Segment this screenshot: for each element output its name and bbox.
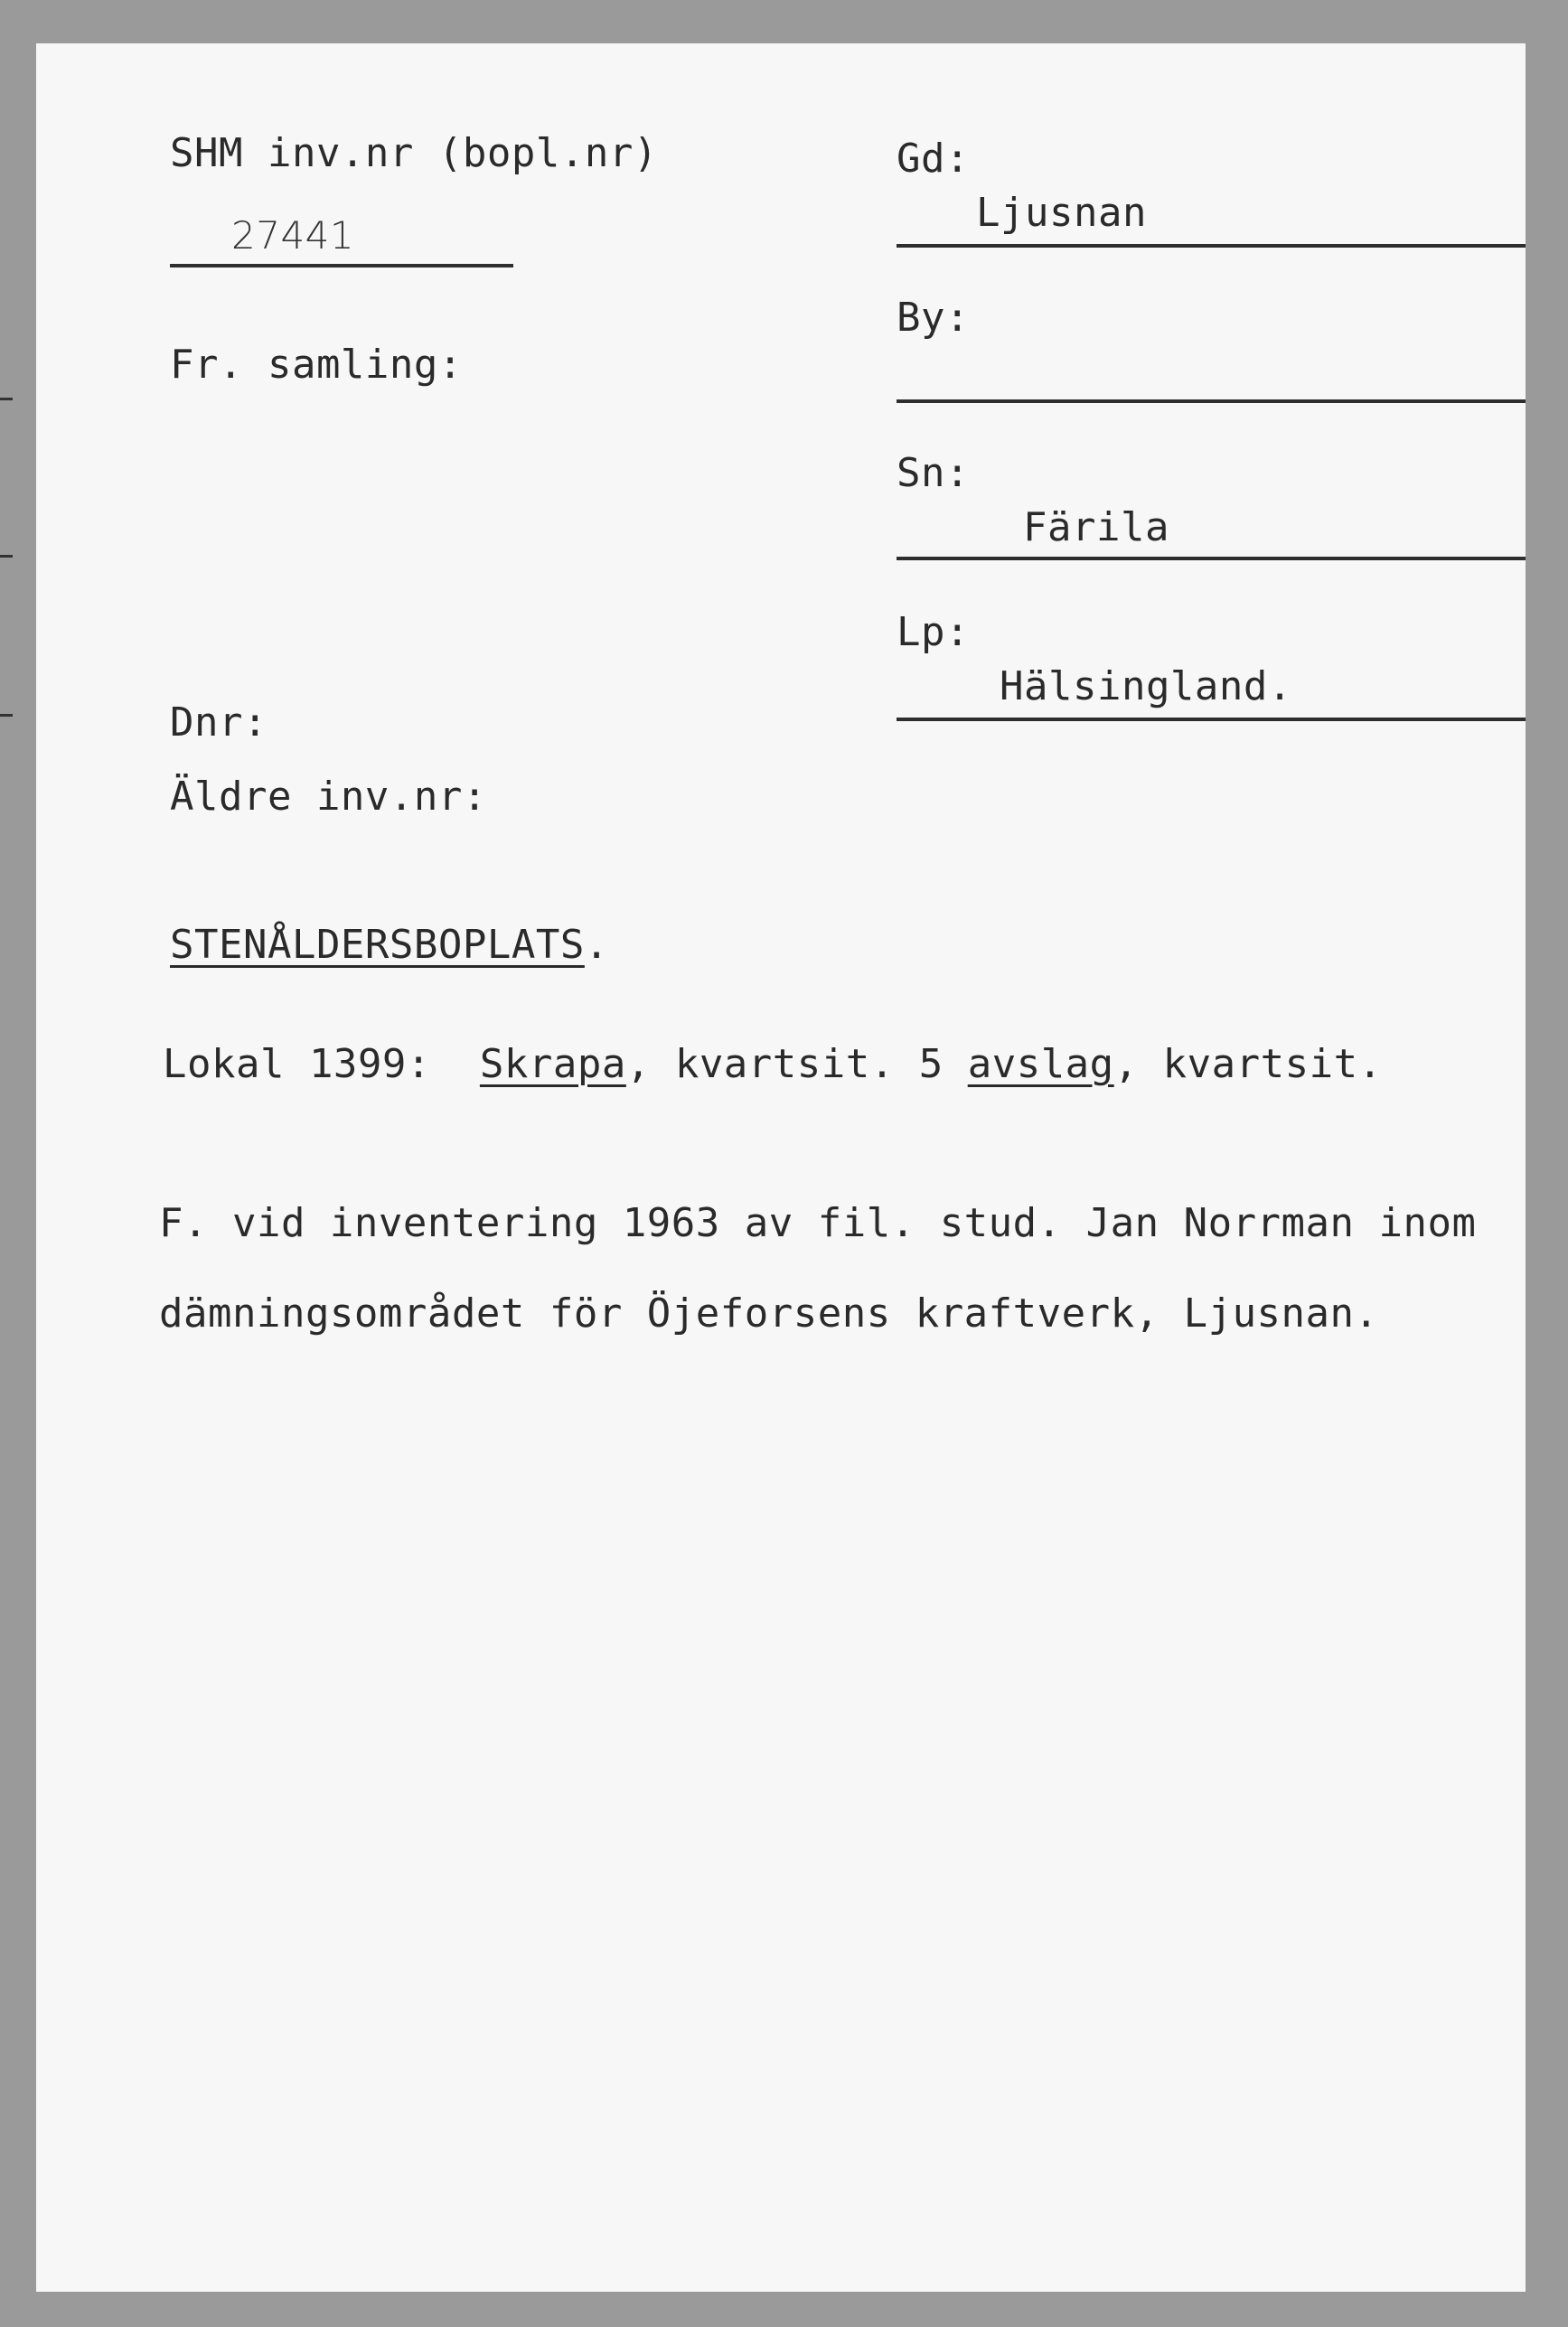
lp-line	[897, 718, 1526, 721]
by-label: By:	[897, 295, 970, 341]
note-line-1: F. vid inventering 1963 av fil. stud. Jan Norrman inom	[159, 1200, 1477, 1246]
fr-samling-label: Fr. samling:	[170, 342, 463, 388]
find-prefix: Lokal 1399:	[163, 1041, 431, 1087]
edge-mark	[0, 714, 13, 717]
inv-value: 27441	[231, 213, 355, 258]
site-heading-text: STENÅLDERSBOPLATS	[170, 922, 585, 968]
sn-line	[897, 557, 1526, 560]
aldre-inv-label: Äldre inv.nr:	[170, 774, 487, 820]
find-item-avslag-material: , kvartsit.	[1113, 1041, 1383, 1087]
site-heading	[170, 922, 609, 968]
gd-label: Gd:	[897, 136, 970, 182]
find-item-avslag: avslag	[967, 1041, 1114, 1087]
find-item-skrapa-material: , kvartsit. 5	[625, 1041, 968, 1087]
inv-underline	[170, 264, 513, 267]
gd-line	[897, 244, 1526, 248]
edge-mark	[0, 398, 13, 400]
dnr-label: Dnr:	[170, 699, 268, 746]
find-line	[163, 1041, 1383, 1087]
edge-mark	[0, 555, 13, 558]
site-heading-suffix: .	[584, 922, 609, 968]
sn-label: Sn:	[897, 450, 970, 496]
catalog-card	[36, 43, 1526, 2292]
note-line-2: dämningsområdet för Öjeforsens kraftverk, Ljusnan.	[159, 1290, 1379, 1337]
lp-label: Lp:	[897, 609, 970, 655]
gd-value: Ljusnan	[976, 190, 1147, 236]
lp-value: Hälsingland.	[1000, 663, 1292, 709]
sn-value: Färila	[1023, 504, 1169, 550]
find-item-skrapa: Skrapa	[479, 1041, 626, 1087]
inv-label: SHM inv.nr (bopl.nr)	[170, 130, 658, 176]
by-line	[897, 399, 1526, 403]
